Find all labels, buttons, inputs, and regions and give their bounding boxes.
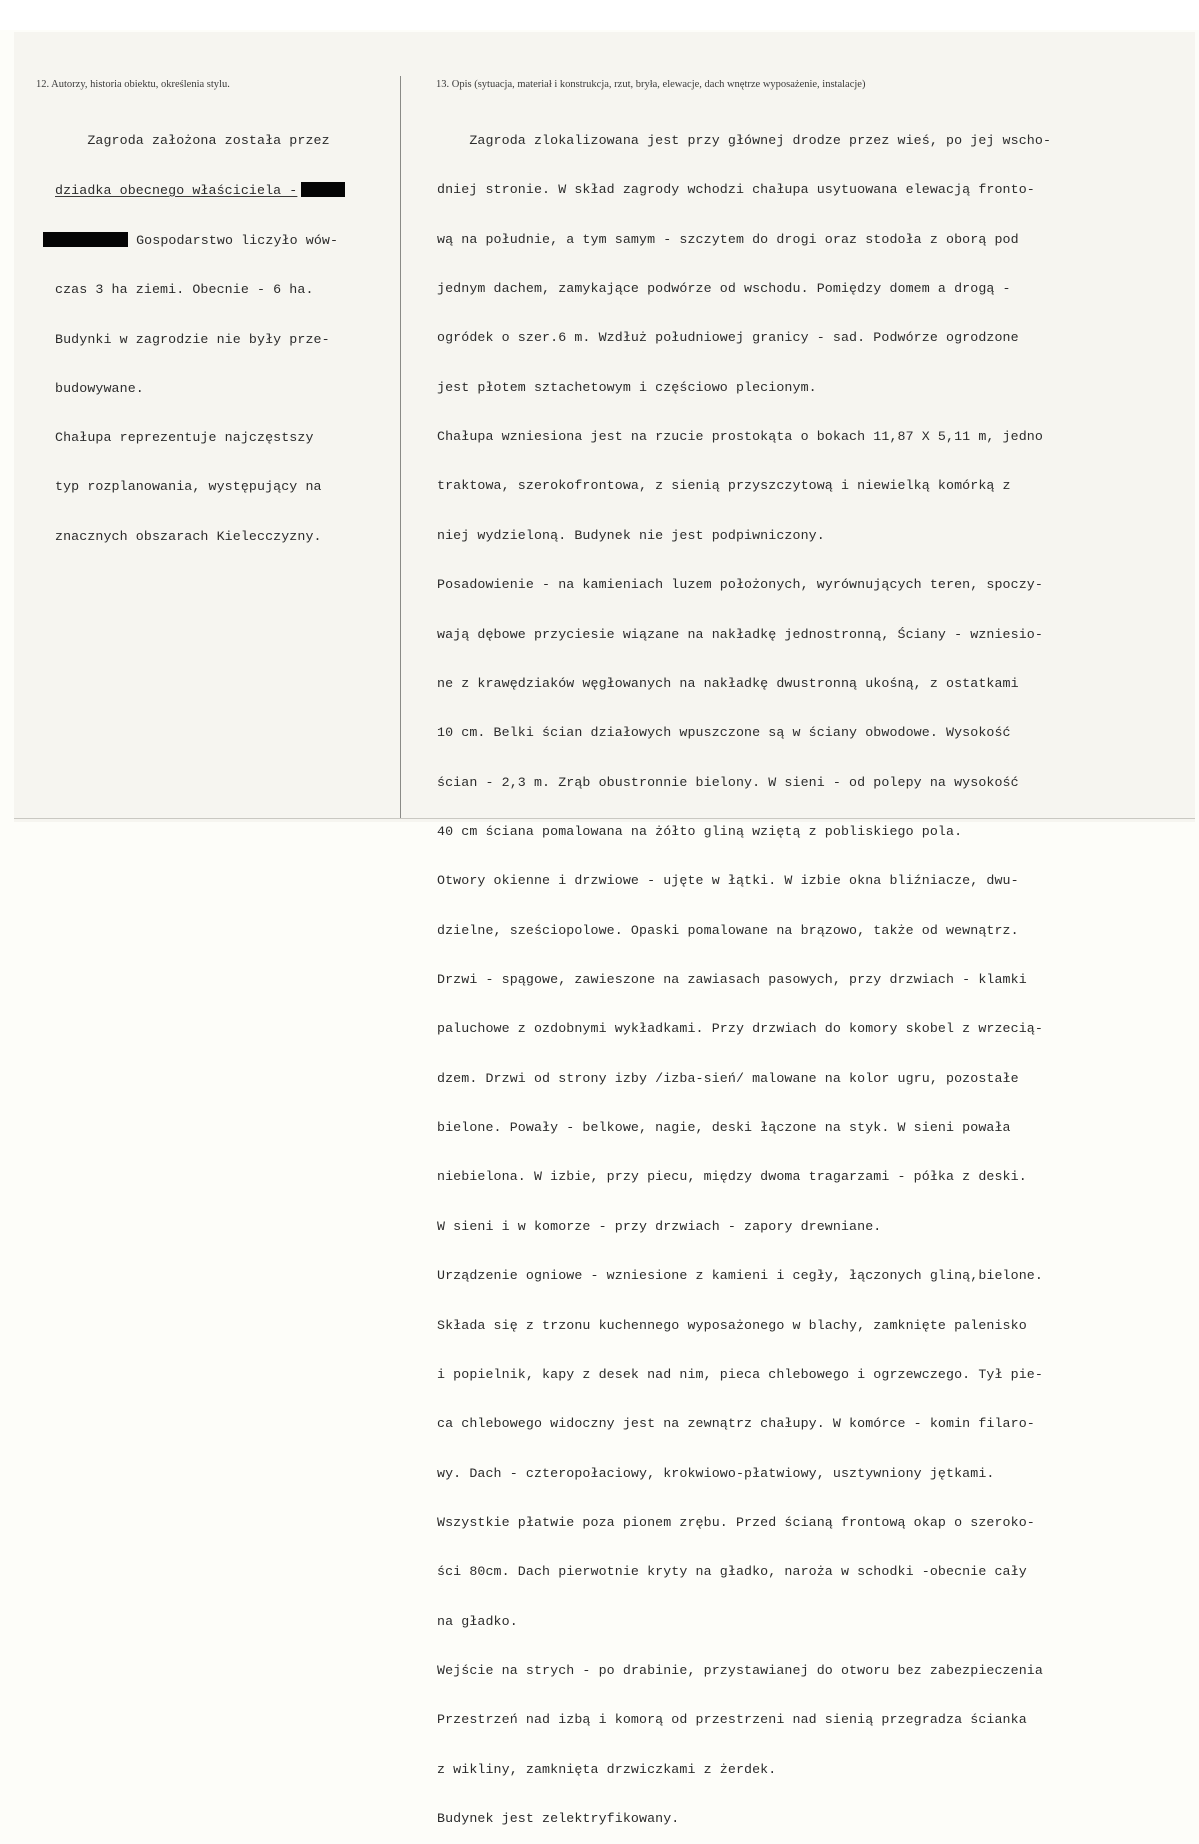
description-line: Składa się z trzonu kuchennego wyposażonego w blachy, zamknięte palenisko bbox=[437, 1317, 1027, 1333]
description-line: wą na południe, a tym samym - szczytem do drogi oraz stodoła z oborą pod bbox=[437, 231, 1019, 247]
description-line: traktowa, szerokofrontowa, z sienią przyszczytową i niewielką komórką z bbox=[437, 478, 1011, 494]
page-top-margin bbox=[0, 0, 1199, 30]
description-line: niej wydzieloną. Budynek nie jest podpiwniczony. bbox=[437, 527, 825, 543]
description-line: ogródek o szer.6 m. Wzdłuż południowej granicy - sad. Podwórze ogrodzone bbox=[437, 330, 1019, 346]
description-line: bielone. Powały - belkowe, nagie, deski łączone na styk. W sieni powała bbox=[437, 1120, 1011, 1136]
history-line: Budynki w zagrodzie nie były prze- bbox=[55, 331, 330, 347]
history-line: znacznych obszarach Kielecczyzny. bbox=[55, 528, 322, 544]
description-line: ca chlebowego widoczny jest na zewnątrz chałupy. W komórce - komin filaro- bbox=[437, 1416, 1035, 1432]
history-line: czas 3 ha ziemi. Obecnie - 6 ha. bbox=[55, 282, 314, 298]
description-line: ści 80cm. Dach pierwotnie kryty na gładko, naroża w schodki -obecnie cały bbox=[437, 1564, 1027, 1580]
description-line: Budynek jest zelektryfikowany. bbox=[437, 1811, 680, 1827]
description-line: z wikliny, zamknięta drzwiczkami z żerdek. bbox=[437, 1761, 777, 1777]
column-divider bbox=[400, 76, 401, 818]
description-line: Chałupa wzniesiona jest na rzucie prostokąta o bokach 11,87 X 5,11 m, jedno bbox=[437, 429, 1043, 445]
description-line: Wejście na strych - po drabinie, przystawianej do otworu bez zabezpieczenia bbox=[437, 1663, 1043, 1679]
description-line: Zagroda zlokalizowana jest przy głównej drodze przez wieś, po jej wscho- bbox=[437, 132, 1052, 148]
description-line: Posadowienie - na kamieniach luzem położonych, wyrównujących teren, spoczy- bbox=[437, 577, 1043, 593]
description-line: Przestrzeń nad izbą i komorą od przestrzeni nad sienią przegradza ścianka bbox=[437, 1712, 1027, 1728]
description-line: ścian - 2,3 m. Zrąb obustronnie bielony. W sieni - od polepy na wysokość bbox=[437, 774, 1019, 790]
description-line: Otwory okienne i drzwiowe - ujęte w łątki. W izbie okna bliźniacze, dwu- bbox=[437, 873, 1019, 889]
description-line: na gładko. bbox=[437, 1613, 518, 1629]
description-line: wają dębowe przyciesie wiązane na nakładkę jednostronną, Ściany - wzniesio- bbox=[437, 626, 1043, 642]
description-column bbox=[437, 100, 1051, 1844]
history-line: Chałupa reprezentuje najczęstszy bbox=[55, 430, 314, 446]
history-column bbox=[55, 100, 345, 561]
history-line-text: Gospodarstwo liczyło wów- bbox=[136, 233, 339, 249]
history-line-text: dziadka obecnego właściciela - bbox=[55, 183, 298, 199]
redaction-block bbox=[43, 232, 128, 247]
section-12-header: 12. Autorzy, historia obiektu, określenia stylu. bbox=[36, 79, 230, 90]
description-line: dniej stronie. W skład zagrody wchodzi chałupa usytuowana elewacją fronto- bbox=[437, 182, 1035, 198]
description-line: paluchowe z ozdobnymi wykładkami. Przy drzwiach do komory skobel z wrzecią- bbox=[437, 1021, 1043, 1037]
description-line: wy. Dach - czteropołaciowy, krokwiowo-płatwiowy, usztywniony jętkami. bbox=[437, 1465, 995, 1481]
history-line: budowywane. bbox=[55, 380, 144, 396]
history-line bbox=[55, 232, 345, 249]
history-line: Zagroda założona została przez bbox=[55, 132, 330, 148]
description-line: i popielnik, kapy z desek nad nim, pieca chlebowego i ogrzewczego. Tył pie- bbox=[437, 1366, 1043, 1382]
description-line: Wszystkie płatwie poza pionem zrębu. Przed ścianą frontową okap o szeroko- bbox=[437, 1514, 1035, 1530]
description-line: ne z krawędziaków węgłowanych na nakładkę dwustronną ukośną, z ostatkami bbox=[437, 675, 1019, 691]
description-line: dzem. Drzwi od strony izby /izba-sień/ malowane na kolor ugru, pozostałe bbox=[437, 1070, 1019, 1086]
history-line: typ rozplanowania, występujący na bbox=[55, 479, 322, 495]
history-line bbox=[55, 182, 345, 199]
description-line: 10 cm. Belki ścian działowych wpuszczone są w ściany obwodowe. Wysokość bbox=[437, 725, 1011, 741]
description-line: W sieni i w komorze - przy drzwiach - zapory drewniane. bbox=[437, 1218, 882, 1234]
section-13-header: 13. Opis (sytuacja, materiał i konstrukcja, rzut, bryła, elewacje, dach wnętrze wyposażenie, instalacje) bbox=[436, 79, 866, 90]
description-line: jest płotem sztachetowym i częściowo plecionym. bbox=[437, 379, 817, 395]
description-line: niebielona. W izbie, przy piecu, między dwoma tragarzami - półka z deski. bbox=[437, 1169, 1027, 1185]
description-line: 40 cm ściana pomalowana na żółto gliną wziętą z pobliskiego pola. bbox=[437, 823, 963, 839]
description-line: Urządzenie ogniowe - wzniesione z kamieni i cegły, łączonych gliną,bielone. bbox=[437, 1268, 1043, 1284]
redaction-block bbox=[301, 182, 345, 197]
description-line: Drzwi - spągowe, zawieszone na zawiasach pasowych, przy drzwiach - klamki bbox=[437, 972, 1027, 988]
description-line: dzielne, sześciopolowe. Opaski pomalowane na brązowo, także od wewnątrz. bbox=[437, 922, 1019, 938]
description-line: jednym dachem, zamykające podwórze od wschodu. Pomiędzy domem a drogą - bbox=[437, 280, 1011, 296]
